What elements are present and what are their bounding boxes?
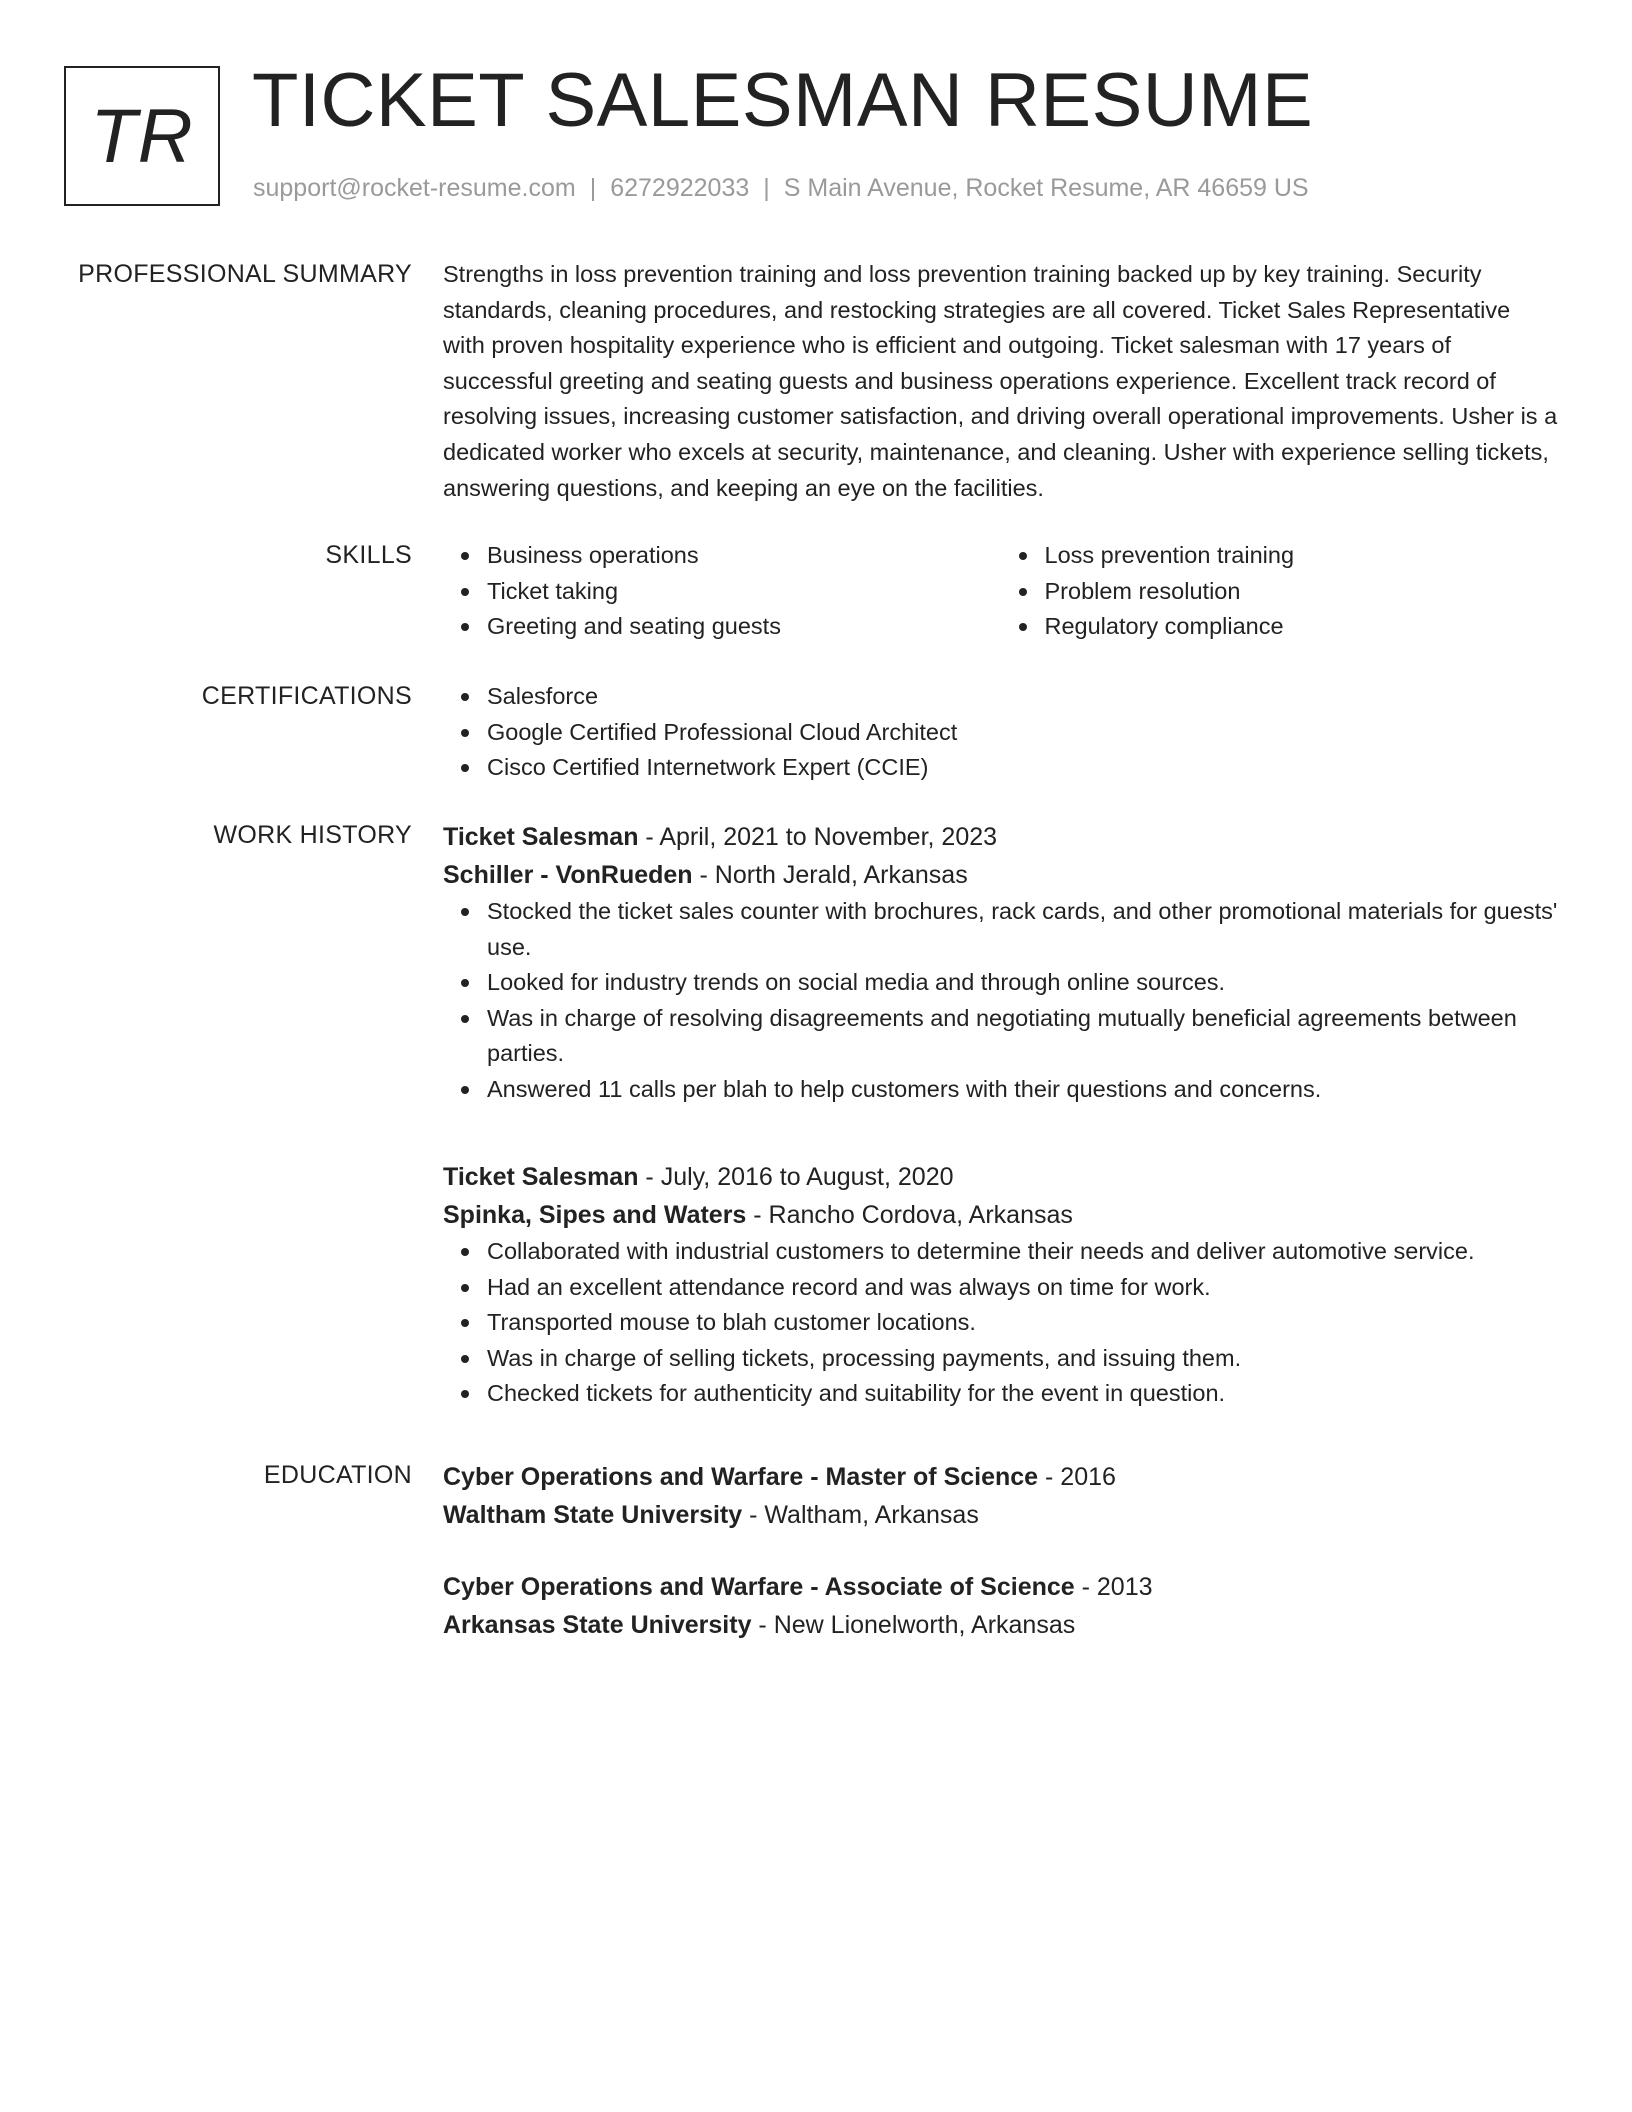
section-heading-skills: SKILLS [325, 541, 412, 569]
job-company: Schiller - VonRueden [443, 861, 693, 889]
summary-body [443, 257, 1558, 506]
job-duty-item: Stocked the ticket sales counter with brochures, rack cards, and other promotional materials for guests' use. [487, 894, 1558, 965]
job-duty-item: Looked for industry trends on social media and through online sources. [487, 965, 1558, 1001]
education-degree-line [443, 1458, 1558, 1496]
job-duty-item: Was in charge of selling tickets, processing payments, and issuing them. [487, 1341, 1558, 1377]
section-heading-education: EDUCATION [263, 1461, 412, 1489]
contact-address: S Main Avenue, Rocket Resume, AR 46659 US [783, 174, 1309, 202]
certifications-list [443, 679, 1558, 786]
certification-item: Salesforce [487, 679, 1558, 715]
contact-separator: | [763, 174, 770, 202]
job-duty-item: Transported mouse to blah customer locations. [487, 1305, 1558, 1341]
job-company-line [443, 856, 1558, 894]
education-school-line [443, 1606, 1558, 1644]
education-school: Arkansas State University [443, 1611, 752, 1639]
education-entry [443, 1458, 1558, 1534]
skill-item: Problem resolution [1045, 574, 1559, 610]
work-history-body [443, 818, 1558, 1108]
job-title: Ticket Salesman [443, 1163, 639, 1191]
skill-item: Greeting and seating guests [487, 609, 1001, 645]
education-location: - New Lionelworth, Arkansas [751, 1611, 1076, 1639]
job-duty-item: Collaborated with industrial customers to determine their needs and deliver automotive service. [487, 1234, 1558, 1270]
education-degree: Cyber Operations and Warfare - Master of Science [443, 1463, 1039, 1491]
job-location: - North Jerald, Arkansas [692, 861, 968, 889]
job-duties-list [443, 894, 1558, 1108]
job-duty-item: Checked tickets for authenticity and suitability for the event in question. [487, 1376, 1558, 1412]
job-title-line [443, 1158, 1558, 1196]
job-dates: - April, 2021 to November, 2023 [638, 823, 998, 851]
contact-separator: | [589, 174, 597, 202]
job-dates: - July, 2016 to August, 2020 [638, 1163, 954, 1191]
education-school-line [443, 1496, 1558, 1534]
contact-phone: 6272922033 [610, 174, 750, 202]
job-duty-item: Was in charge of resolving disagreements and negotiating mutually beneficial agreements between parties. [487, 1001, 1558, 1072]
contact-email: support@rocket-resume.com [253, 174, 576, 202]
certification-item: Cisco Certified Internetwork Expert (CCIE) [487, 750, 1558, 786]
monogram-logo: TR [64, 66, 220, 206]
resume-title: TICKET SALESMAN RESUME [252, 58, 1314, 143]
work-history-body-2 [443, 1158, 1558, 1412]
job-entry [443, 818, 1558, 1108]
job-title-line [443, 818, 1558, 856]
skill-item: Loss prevention training [1045, 538, 1559, 574]
skill-item: Business operations [487, 538, 1001, 574]
skills-list-left [443, 538, 1001, 645]
skill-item: Regulatory compliance [1045, 609, 1559, 645]
job-duty-item: Answered 11 calls per blah to help customers with their questions and concerns. [487, 1072, 1558, 1108]
education-degree: Cyber Operations and Warfare - Associate of Science [443, 1573, 1075, 1601]
skills-body [443, 538, 1558, 645]
education-year: - 2013 [1074, 1573, 1153, 1601]
summary-text: Strengths in loss prevention training and loss prevention training backed up by key training. Security standards, cleaning procedures, and restocking strategies are all covered. Ticket Sales Representative with proven hospitality experience who is efficient and outgoing. Ticket salesman with 17 years of successful greeting and seating guests and business operations experience. Excellent track record of resolving issues, increasing customer satisfaction, and driving overall operational improvements. Usher is a dedicated worker who excels at security, maintenance, and cleaning. Usher with experience selling tickets, answering questions, and keeping an eye on the facilities. [443, 261, 1558, 501]
education-entry [443, 1568, 1558, 1644]
job-company-line [443, 1196, 1558, 1234]
skill-item: Ticket taking [487, 574, 1001, 610]
education-body-2 [443, 1568, 1558, 1644]
section-heading-work-history: WORK HISTORY [213, 821, 412, 849]
education-school: Waltham State University [443, 1501, 743, 1529]
section-heading-summary: PROFESSIONAL SUMMARY [78, 260, 412, 288]
job-company: Spinka, Sipes and Waters [443, 1201, 747, 1229]
education-year: - 2016 [1038, 1463, 1116, 1491]
job-duties-list [443, 1234, 1558, 1412]
certifications-body [443, 679, 1558, 786]
education-body [443, 1458, 1558, 1534]
education-location: - Waltham, Arkansas [742, 1501, 979, 1529]
contact-line [253, 172, 1309, 204]
skills-list-right [1001, 538, 1559, 645]
job-entry [443, 1158, 1558, 1412]
job-location: - Rancho Cordova, Arkansas [746, 1201, 1073, 1229]
job-title: Ticket Salesman [443, 823, 639, 851]
job-duty-item: Had an excellent attendance record and was always on time for work. [487, 1270, 1558, 1306]
education-degree-line [443, 1568, 1558, 1606]
section-heading-certifications: CERTIFICATIONS [201, 682, 412, 710]
certification-item: Google Certified Professional Cloud Architect [487, 715, 1558, 751]
